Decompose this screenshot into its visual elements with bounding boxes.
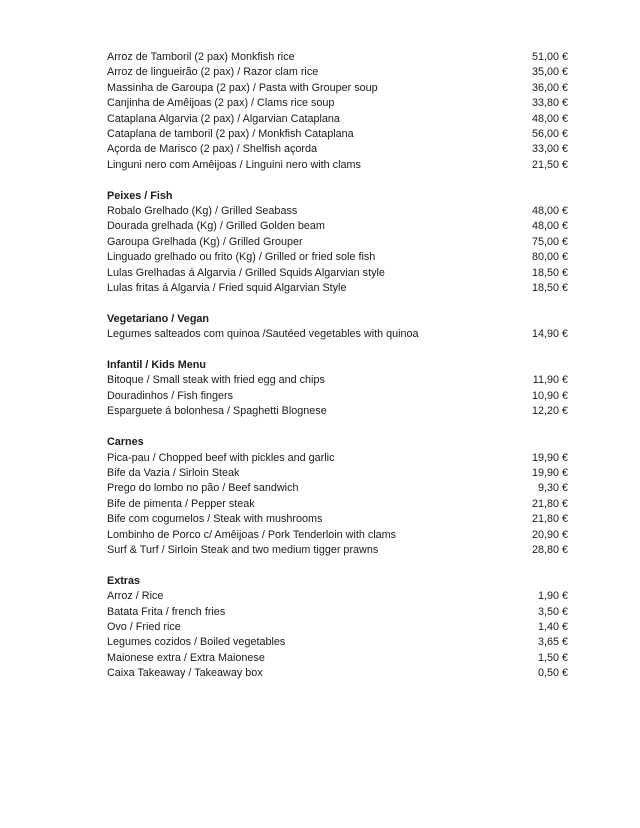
menu-item-row: [107, 651, 568, 666]
menu-item-price: 28,80 €: [531, 543, 568, 556]
menu-item-row: [107, 204, 568, 219]
menu-item-name: Maionese extra / Extra Maionese: [107, 651, 265, 664]
menu-item-name: Esparguete á bolonhesa / Spaghetti Blognese: [107, 405, 327, 418]
menu-item-price: 12,20 €: [531, 405, 568, 418]
menu-section: [107, 435, 568, 558]
menu-item-name: Surf & Turf / Sirloin Steak and two medium tigger prawns: [107, 543, 379, 556]
menu-item-price: 1,50 €: [537, 651, 568, 664]
menu-item-price: 75,00 €: [531, 235, 568, 248]
menu-item-name: Bife de pimenta / Pepper steak: [107, 497, 255, 510]
menu-item-row: [107, 127, 568, 142]
menu-item-price: 33,00 €: [531, 143, 568, 156]
menu-item-price: 33,80 €: [531, 97, 568, 110]
menu-section: [107, 574, 568, 682]
menu-item-price: 80,00 €: [531, 251, 568, 264]
menu-item-price: 48,00 €: [531, 112, 568, 125]
menu-item-price: 48,00 €: [531, 220, 568, 233]
menu-item-row: [107, 451, 568, 466]
menu-section: [107, 358, 568, 420]
menu-item-price: 0,50 €: [537, 667, 568, 680]
menu-item-price: 19,90 €: [531, 466, 568, 479]
menu-item-row: [107, 250, 568, 265]
menu-item-row: [107, 96, 568, 111]
menu-item-name: Bitoque / Small steak with fried egg and chips: [107, 374, 325, 387]
menu-item-name: Linguni nero com Amêijoas / Linguini nero with clams: [107, 158, 361, 171]
menu-item-price: 48,00 €: [531, 205, 568, 218]
menu-item-row: [107, 589, 568, 604]
menu-item-price: 56,00 €: [531, 128, 568, 141]
menu-item-name: Garoupa Grelhada (Kg) / Grilled Grouper: [107, 235, 303, 248]
menu-item-row: [107, 497, 568, 512]
menu-item-name: Bife da Vazia / Sirloin Steak: [107, 466, 240, 479]
menu-section: [107, 189, 568, 297]
menu-item-price: 21,80 €: [531, 513, 568, 526]
menu-item-price: 19,90 €: [531, 451, 568, 464]
menu-item-price: 1,90 €: [537, 590, 568, 603]
menu-item-row: [107, 620, 568, 635]
menu-item-price: 21,50 €: [531, 158, 568, 171]
menu-item-name: Batata Frita / french fries: [107, 605, 226, 618]
menu-item-name: Arroz / Rice: [107, 590, 164, 603]
menu-item-row: [107, 466, 568, 481]
menu-item-name: Dourada grelhada (Kg) / Grilled Golden beam: [107, 220, 325, 233]
menu-item-row: [107, 512, 568, 527]
menu-item-price: 35,00 €: [531, 66, 568, 79]
menu-item-name: Arroz de Tamboril (2 pax) Monkfish rice: [107, 51, 295, 63]
menu-item-name: Prego do lombo no pão / Beef sandwich: [107, 482, 299, 495]
menu-item-row: [107, 666, 568, 681]
menu-item-row: [107, 528, 568, 543]
section-header: Peixes / Fish: [107, 189, 173, 202]
menu-item-name: Lulas fritas á Algarvia / Fried squid Algarvian Style: [107, 282, 347, 295]
menu-item-price: 10,90 €: [531, 389, 568, 402]
menu-item-row: [107, 327, 568, 342]
menu-item-name: Cataplana de tamboril (2 pax) / Monkfish Cataplana: [107, 128, 354, 141]
menu-item-row: [107, 65, 568, 80]
menu-item-name: Canjinha de Amêijoas (2 pax) / Clams rice soup: [107, 97, 335, 110]
menu-item-row: [107, 404, 568, 419]
menu-item-name: Ovo / Fried rice: [107, 620, 181, 633]
menu-item-name: Douradinhos / Fish fingers: [107, 389, 234, 402]
menu-item-row: [107, 81, 568, 96]
section-header: Infantil / Kids Menu: [107, 359, 206, 372]
menu-item-row: [107, 235, 568, 250]
menu-item-name: Legumes salteados com quinoa /Sautéed vegetables with quinoa: [107, 328, 419, 341]
menu-item-price: 3,50 €: [537, 605, 568, 618]
menu-item-row: [107, 112, 568, 127]
menu-item-price: 18,50 €: [531, 266, 568, 279]
menu-item-name: Legumes cozidos / Boiled vegetables: [107, 636, 286, 649]
menu-item-name: Massinha de Garoupa (2 pax) / Pasta with Grouper soup: [107, 81, 378, 94]
menu-sections: [107, 50, 568, 682]
menu-item-price: 18,50 €: [531, 282, 568, 295]
menu-item-name: Robalo Grelhado (Kg) / Grilled Seabass: [107, 205, 298, 218]
menu-item-row: [107, 158, 568, 173]
menu-item-name: Linguado grelhado ou frito (Kg) / Grilled or fried sole fish: [107, 251, 376, 264]
menu-item-name: Lulas Grelhadas á Algarvia / Grilled Squids Algarvian style: [107, 266, 385, 279]
menu-item-row: [107, 389, 568, 404]
menu-item-price: 11,90 €: [532, 374, 568, 387]
section-header: Vegetariano / Vegan: [107, 312, 210, 325]
menu-item-name: Caixa Takeaway / Takeaway box: [107, 667, 263, 680]
menu-item-row: [107, 605, 568, 620]
menu-item-price: 3,65 €: [537, 636, 568, 649]
menu-item-price: 36,00 €: [531, 81, 568, 94]
menu-item-price: 9,30 €: [537, 482, 568, 495]
menu-item-row: [107, 543, 568, 558]
menu-item-name: Lombinho de Porco c/ Amêijoas / Pork Tenderloin with clams: [107, 528, 397, 541]
menu-item-price: 1,40 €: [537, 620, 568, 633]
section-header: Carnes: [107, 436, 144, 449]
section-header: Extras: [107, 574, 141, 587]
menu-item-row: [107, 373, 568, 388]
menu-item-price: 14,90 €: [531, 328, 568, 341]
menu-item-price: 51,00 €: [531, 51, 568, 63]
menu-item-price: 21,80 €: [531, 497, 568, 510]
menu-item-name: Arroz de lingueirão (2 pax) / Razor clam rice: [107, 66, 319, 79]
menu-item-row: [107, 481, 568, 496]
menu-item-name: Cataplana Algarvia (2 pax) / Algarvian Cataplana: [107, 112, 340, 125]
menu-item-name: Açorda de Marisco (2 pax) / Shelfish açorda: [107, 143, 318, 156]
menu-item-price: 20,90 €: [531, 528, 568, 541]
menu-item-row: [107, 266, 568, 281]
menu-item-name: Bife com cogumelos / Steak with mushrooms: [107, 513, 323, 526]
menu-item-row: [107, 219, 568, 234]
menu-section: [107, 312, 568, 343]
menu-item-name: Pica-pau / Chopped beef with pickles and garlic: [107, 451, 335, 464]
menu-item-row: [107, 635, 568, 650]
menu-section: [107, 50, 568, 173]
menu-item-row: [107, 281, 568, 296]
menu-item-row: [107, 50, 568, 65]
menu-item-row: [107, 142, 568, 157]
